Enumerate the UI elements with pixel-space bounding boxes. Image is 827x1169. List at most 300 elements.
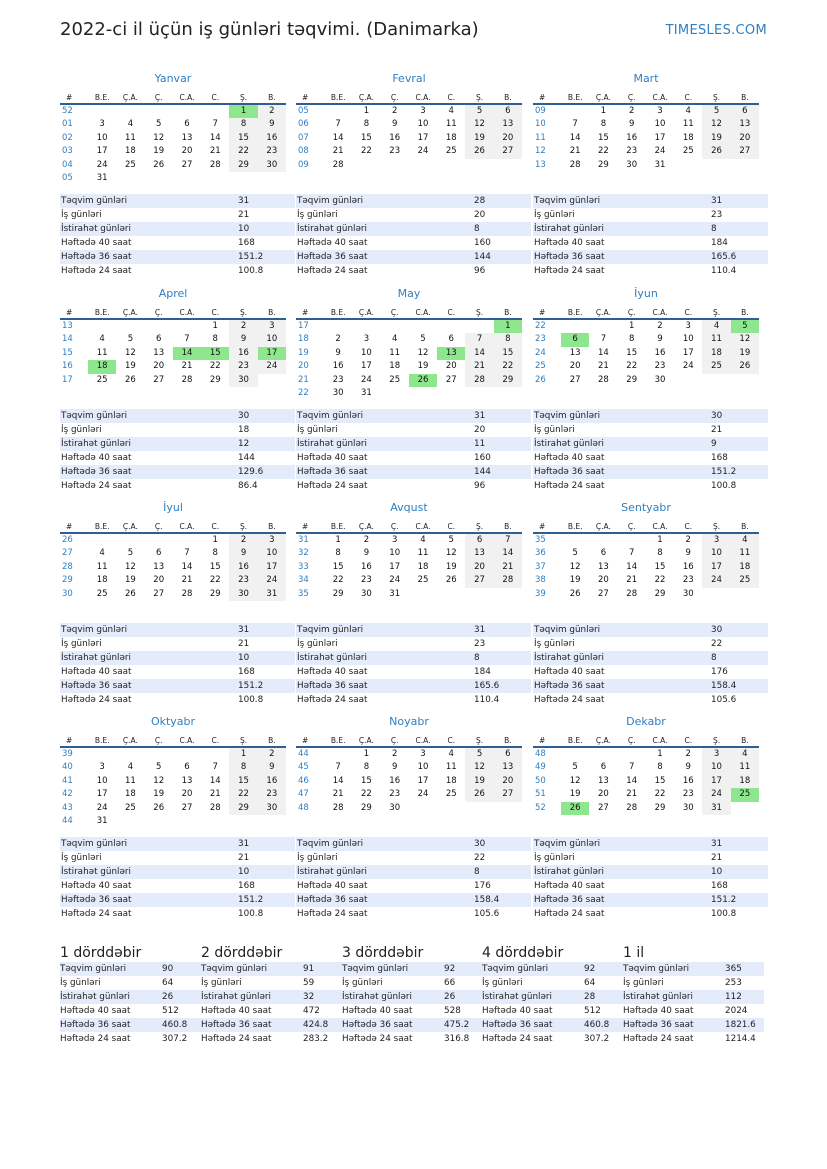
stats-row <box>533 465 768 479</box>
day-cell <box>145 319 173 333</box>
day-cell: 14 <box>494 547 522 560</box>
stats-value: 30 <box>711 411 723 421</box>
day-cell: 25 <box>702 360 730 373</box>
stats-row <box>201 976 342 990</box>
weekday-header: C. <box>201 735 229 747</box>
holiday-day: 18 <box>88 360 116 373</box>
day-cell: 5 <box>572 548 578 559</box>
day-cell: 9 <box>628 119 635 130</box>
stats-label: İş günləri <box>297 425 338 435</box>
day-cell: 15 <box>598 132 609 143</box>
stats-row <box>533 651 768 665</box>
weekday-header: Ç.A. <box>589 92 617 104</box>
holiday-day: 13 <box>437 347 465 360</box>
week-number-header: # <box>60 735 88 747</box>
stats-label: Həftədə 36 saat <box>61 252 132 262</box>
day-cell: 9 <box>363 548 370 559</box>
holiday-day: 1 <box>229 104 257 118</box>
day-cell: 9 <box>258 761 286 774</box>
stats-row <box>296 851 531 865</box>
quarter-title: 3 dörddəbir <box>342 945 424 961</box>
day-cell: 26 <box>445 575 457 586</box>
stats-row <box>60 1032 201 1046</box>
calendar-table <box>533 92 759 172</box>
day-cell <box>201 172 229 185</box>
stats-value: 31 <box>474 625 486 635</box>
day-cell: 10 <box>702 761 730 774</box>
stats-value: 21 <box>238 853 250 863</box>
day-cell <box>145 815 173 828</box>
stats-value: 100.8 <box>238 909 264 919</box>
day-cell: 18 <box>417 561 429 572</box>
stats-row <box>533 264 768 278</box>
day-cell: 17 <box>417 775 429 786</box>
day-cell: 20 <box>465 561 493 574</box>
weekday-header: B. <box>494 92 522 104</box>
week-row <box>533 561 759 574</box>
day-cell <box>324 319 352 333</box>
stats-row <box>533 665 768 679</box>
day-cell: 30 <box>258 159 286 172</box>
month-name: Noyabr <box>389 715 429 728</box>
day-cell: 14 <box>181 561 193 572</box>
stats-row <box>533 479 768 493</box>
weekday-header: Ç. <box>145 521 173 533</box>
day-cell: 16 <box>229 561 257 574</box>
stats-value: 22 <box>711 639 723 649</box>
day-cell: 2 <box>391 749 398 759</box>
day-cell: 18 <box>731 561 759 574</box>
week-number: 42 <box>62 789 73 800</box>
stats-label: Həftədə 36 saat <box>534 681 605 691</box>
stats-row <box>60 893 295 907</box>
stats-row <box>533 250 768 264</box>
week-row <box>296 145 522 158</box>
day-cell: 5 <box>127 334 134 345</box>
stats-label: Həftədə 24 saat <box>61 909 132 919</box>
weekday-header: B.E. <box>324 735 352 747</box>
stats-label: Həftədə 40 saat <box>482 1006 553 1016</box>
day-cell: 15 <box>361 132 372 143</box>
day-cell: 5 <box>127 548 134 559</box>
day-cell <box>173 533 201 547</box>
stats-row <box>60 250 295 264</box>
week-number: 17 <box>298 321 309 331</box>
week-row <box>296 761 522 774</box>
weekday-header: B. <box>731 735 759 747</box>
day-cell <box>381 159 409 172</box>
week-number: 26 <box>535 374 546 385</box>
day-cell: 27 <box>153 374 165 385</box>
weekday-header-row <box>533 92 759 104</box>
day-cell: 20 <box>153 575 165 586</box>
week-row <box>296 374 522 387</box>
week-row <box>60 333 286 346</box>
week-number: 10 <box>535 119 546 130</box>
week-number: 24 <box>535 347 546 358</box>
weekday-header: Ç.A. <box>116 521 144 533</box>
day-cell: 11 <box>125 132 136 143</box>
stats-value: 165.6 <box>474 681 500 691</box>
day-cell: 21 <box>569 146 581 157</box>
week-number: 35 <box>298 588 309 599</box>
weekday-header-row <box>296 92 522 104</box>
day-cell <box>618 747 646 761</box>
weekday-header: Ş. <box>465 307 493 319</box>
stats-label: İş günləri <box>61 639 102 649</box>
day-cell: 27 <box>181 159 193 170</box>
stats-value: 8 <box>711 653 717 663</box>
stats-row <box>533 208 768 222</box>
stats-row <box>342 962 483 976</box>
stats-label: Təqvim günləri <box>297 411 364 421</box>
stats-row <box>60 907 295 921</box>
month-stats <box>296 837 531 921</box>
day-cell <box>173 172 201 185</box>
stats-label: İş günləri <box>534 210 575 220</box>
week-row <box>533 118 759 131</box>
day-cell: 3 <box>420 106 426 116</box>
weekday-header: B.E. <box>324 92 352 104</box>
stats-label: Həftədə 24 saat <box>61 695 132 705</box>
week-number: 08 <box>298 146 309 157</box>
stats-row <box>60 465 295 479</box>
day-cell: 1 <box>600 106 607 116</box>
weekday-header: Ç.A. <box>589 307 617 319</box>
day-cell: 1 <box>363 749 370 759</box>
stats-value: 316.8 <box>444 1034 470 1044</box>
month-stats <box>60 194 295 278</box>
stats-row <box>296 222 531 236</box>
stats-row <box>201 1032 342 1046</box>
weekday-header-row <box>296 735 522 747</box>
day-cell: 4 <box>731 533 759 547</box>
day-cell: 9 <box>258 118 286 131</box>
stats-label: İstirahət günləri <box>482 992 552 1002</box>
day-cell: 22 <box>229 788 257 801</box>
stats-row <box>296 837 531 851</box>
stats-value: 66 <box>444 978 456 988</box>
week-row <box>60 159 286 172</box>
stats-label: Təqvim günləri <box>534 196 601 206</box>
week-row <box>60 118 286 131</box>
month-calendar <box>296 501 522 601</box>
day-cell: 20 <box>598 789 609 800</box>
day-cell: 25 <box>125 802 136 813</box>
weekday-header: B. <box>494 307 522 319</box>
day-cell: 20 <box>731 132 759 145</box>
week-number: 47 <box>298 789 309 800</box>
weekday-header: C.A. <box>409 521 437 533</box>
week-row <box>296 118 522 131</box>
day-cell: 17 <box>417 132 429 143</box>
day-cell: 28 <box>332 802 344 813</box>
day-cell: 15 <box>654 561 666 572</box>
day-cell: 21 <box>494 561 522 574</box>
day-cell: 22 <box>361 146 372 157</box>
stats-row <box>60 651 295 665</box>
weekday-header-row <box>60 521 286 533</box>
day-cell: 1 <box>212 321 218 331</box>
stats-label: İş günləri <box>534 853 575 863</box>
day-cell: 13 <box>731 118 759 131</box>
weekday-header: C.A. <box>173 521 201 533</box>
day-cell <box>116 815 144 828</box>
day-cell: 16 <box>626 132 638 143</box>
stats-row <box>60 693 295 707</box>
day-cell: 14 <box>209 775 221 786</box>
day-cell: 26 <box>702 145 730 158</box>
stats-label: Həftədə 40 saat <box>297 881 368 891</box>
weekday-header: Ş. <box>465 521 493 533</box>
day-cell: 5 <box>155 119 162 130</box>
calendar-table <box>296 521 522 601</box>
day-cell: 6 <box>731 104 759 118</box>
weekday-header: Ç.A. <box>352 92 380 104</box>
weekday-header: C. <box>674 521 702 533</box>
day-cell <box>88 104 116 118</box>
day-cell: 2 <box>335 334 341 345</box>
stats-value: 168 <box>711 453 728 463</box>
calendar-table <box>533 735 759 815</box>
stats-value: 30 <box>711 625 723 635</box>
day-cell: 5 <box>420 334 426 345</box>
day-cell: 6 <box>184 762 190 773</box>
day-cell: 3 <box>702 533 730 547</box>
stats-value: 10 <box>238 224 250 234</box>
week-number: 03 <box>62 146 73 157</box>
day-cell <box>409 159 437 172</box>
day-cell: 24 <box>417 146 429 157</box>
day-cell: 8 <box>657 548 663 559</box>
day-cell: 25 <box>445 789 457 800</box>
stats-row <box>296 679 531 693</box>
day-cell: 1 <box>363 106 370 116</box>
stats-label: İstirahət günləri <box>61 653 131 663</box>
day-cell: 17 <box>682 347 694 358</box>
stats-label: İstirahət günləri <box>623 992 693 1002</box>
stats-value: 59 <box>303 978 315 988</box>
stats-label: Həftədə 36 saat <box>297 467 368 477</box>
day-cell: 28 <box>332 159 344 170</box>
day-cell: 3 <box>258 319 286 333</box>
stats-row <box>296 409 531 423</box>
stats-label: Həftədə 36 saat <box>61 895 132 905</box>
day-cell: 14 <box>209 132 221 143</box>
week-number: 34 <box>298 575 309 586</box>
stats-label: İstirahət günləri <box>297 653 367 663</box>
stats-value: 168 <box>238 667 255 677</box>
stats-value: 158.4 <box>711 681 737 691</box>
stats-value: 151.2 <box>238 252 264 262</box>
day-cell: 19 <box>417 361 429 372</box>
stats-row <box>60 1018 201 1032</box>
day-cell: 31 <box>96 816 108 827</box>
week-number: 50 <box>535 775 546 786</box>
quarter-title: 1 il <box>623 945 645 961</box>
stats-row <box>60 264 295 278</box>
weekday-header: Ç. <box>618 92 646 104</box>
weekday-header-row <box>533 735 759 747</box>
stats-value: 30 <box>474 839 486 849</box>
day-cell: 9 <box>229 547 257 560</box>
stats-value: 12 <box>238 439 250 449</box>
day-cell: 28 <box>465 374 493 387</box>
stats-label: İstirahət günləri <box>342 992 412 1002</box>
stats-value: 20 <box>474 210 486 220</box>
day-cell: 10 <box>389 548 401 559</box>
day-cell: 17 <box>96 146 108 157</box>
holiday-day: 6 <box>561 333 589 346</box>
weekday-header: B.E. <box>561 92 589 104</box>
week-number: 27 <box>62 548 73 559</box>
weekday-header: Ç.A. <box>116 307 144 319</box>
week-number: 25 <box>535 361 546 372</box>
stats-value: 23 <box>711 210 723 220</box>
day-cell: 20 <box>494 775 522 788</box>
day-cell: 8 <box>363 762 370 773</box>
weekday-header-row <box>60 92 286 104</box>
stats-value: 21 <box>711 853 723 863</box>
day-cell <box>437 802 465 815</box>
week-row <box>60 104 286 118</box>
stats-label: Həftədə 40 saat <box>534 453 605 463</box>
day-cell: 17 <box>258 561 286 574</box>
weekday-header: B. <box>258 735 286 747</box>
stats-label: Təqvim günləri <box>297 196 364 206</box>
brand-link[interactable]: TIMESLES.COM <box>665 23 767 38</box>
calendar-table <box>533 307 759 387</box>
stats-row <box>201 1004 342 1018</box>
day-cell: 5 <box>702 104 730 118</box>
day-cell: 28 <box>181 588 193 599</box>
day-cell: 9 <box>685 762 691 773</box>
stats-row <box>533 194 768 208</box>
day-cell: 14 <box>626 561 638 572</box>
stats-label: Həftədə 36 saat <box>623 1020 694 1030</box>
stats-value: 472 <box>303 1006 320 1016</box>
stats-value: 151.2 <box>238 681 264 691</box>
day-cell: 26 <box>569 588 581 599</box>
day-cell <box>437 319 465 333</box>
stats-label: İş günləri <box>482 978 523 988</box>
day-cell <box>589 747 617 761</box>
stats-label: Təqvim günləri <box>623 964 690 974</box>
week-row <box>296 333 522 346</box>
stats-row <box>296 437 531 451</box>
stats-label: Həftədə 40 saat <box>60 1006 131 1016</box>
week-number: 04 <box>62 159 73 170</box>
week-row <box>296 747 522 761</box>
stats-row <box>342 976 483 990</box>
stats-row <box>342 1004 483 1018</box>
week-row <box>60 145 286 158</box>
calendar-table <box>60 307 286 387</box>
day-cell: 19 <box>153 146 165 157</box>
stats-row <box>623 1004 764 1018</box>
day-cell: 30 <box>229 588 257 601</box>
weekday-header: Ç. <box>618 735 646 747</box>
week-row <box>533 360 759 373</box>
weekday-header: B. <box>731 521 759 533</box>
stats-row <box>296 879 531 893</box>
stats-label: Həftədə 40 saat <box>534 667 605 677</box>
week-number-header: # <box>296 92 324 104</box>
week-number: 31 <box>298 535 309 545</box>
weekday-header: Ç. <box>618 521 646 533</box>
day-cell: 24 <box>96 802 108 813</box>
stats-label: İstirahət günləri <box>534 867 604 877</box>
stats-label: Həftədə 36 saat <box>534 252 605 262</box>
week-number: 49 <box>535 762 546 773</box>
calendar-table <box>60 92 286 185</box>
day-cell: 23 <box>332 374 344 385</box>
stats-label: Həftədə 24 saat <box>534 481 605 491</box>
day-cell: 7 <box>628 548 635 559</box>
week-row <box>296 533 522 547</box>
day-cell <box>258 374 286 387</box>
stats-label: Həftədə 40 saat <box>534 238 605 248</box>
stats-value: 129.6 <box>238 467 264 477</box>
stats-value: 32 <box>303 992 315 1002</box>
stats-label: Həftədə 24 saat <box>60 1034 131 1044</box>
day-cell: 7 <box>600 334 607 345</box>
weekday-header: Ş. <box>229 307 257 319</box>
day-cell: 2 <box>391 106 398 116</box>
stats-value: 64 <box>584 978 596 988</box>
stats-value: 307.2 <box>584 1034 610 1044</box>
quarter-block <box>623 944 764 1046</box>
day-cell: 16 <box>258 775 286 788</box>
month-stats <box>296 409 531 493</box>
stats-label: Təqvim günləri <box>297 839 364 849</box>
weekday-header: B.E. <box>88 92 116 104</box>
stats-label: Təqvim günləri <box>61 196 128 206</box>
day-cell <box>145 104 173 118</box>
stats-row <box>60 879 295 893</box>
week-number: 28 <box>62 561 73 572</box>
day-cell: 25 <box>125 159 136 170</box>
day-cell: 28 <box>209 159 221 170</box>
day-cell: 22 <box>654 789 666 800</box>
day-cell <box>437 159 465 172</box>
day-cell: 28 <box>626 588 638 599</box>
day-cell: 11 <box>96 347 108 358</box>
week-number: 29 <box>62 575 73 586</box>
week-row <box>296 547 522 560</box>
week-number: 39 <box>535 588 546 599</box>
stats-row <box>296 264 531 278</box>
day-cell: 8 <box>212 548 218 559</box>
day-cell: 13 <box>494 118 522 131</box>
month-calendar <box>60 72 286 185</box>
stats-label: Həftədə 40 saat <box>297 238 368 248</box>
day-cell: 10 <box>682 334 694 345</box>
quarter-block <box>482 944 623 1046</box>
day-cell: 29 <box>209 374 221 385</box>
stats-row <box>342 1018 483 1032</box>
day-cell: 6 <box>184 119 190 130</box>
day-cell: 15 <box>361 775 372 786</box>
day-cell: 29 <box>626 374 638 385</box>
week-row <box>533 775 759 788</box>
day-cell: 16 <box>389 775 401 786</box>
weekday-header: C. <box>201 307 229 319</box>
stats-row <box>296 623 531 637</box>
holiday-day: 15 <box>201 347 229 360</box>
weekday-header: C. <box>201 521 229 533</box>
day-cell: 29 <box>229 159 257 172</box>
